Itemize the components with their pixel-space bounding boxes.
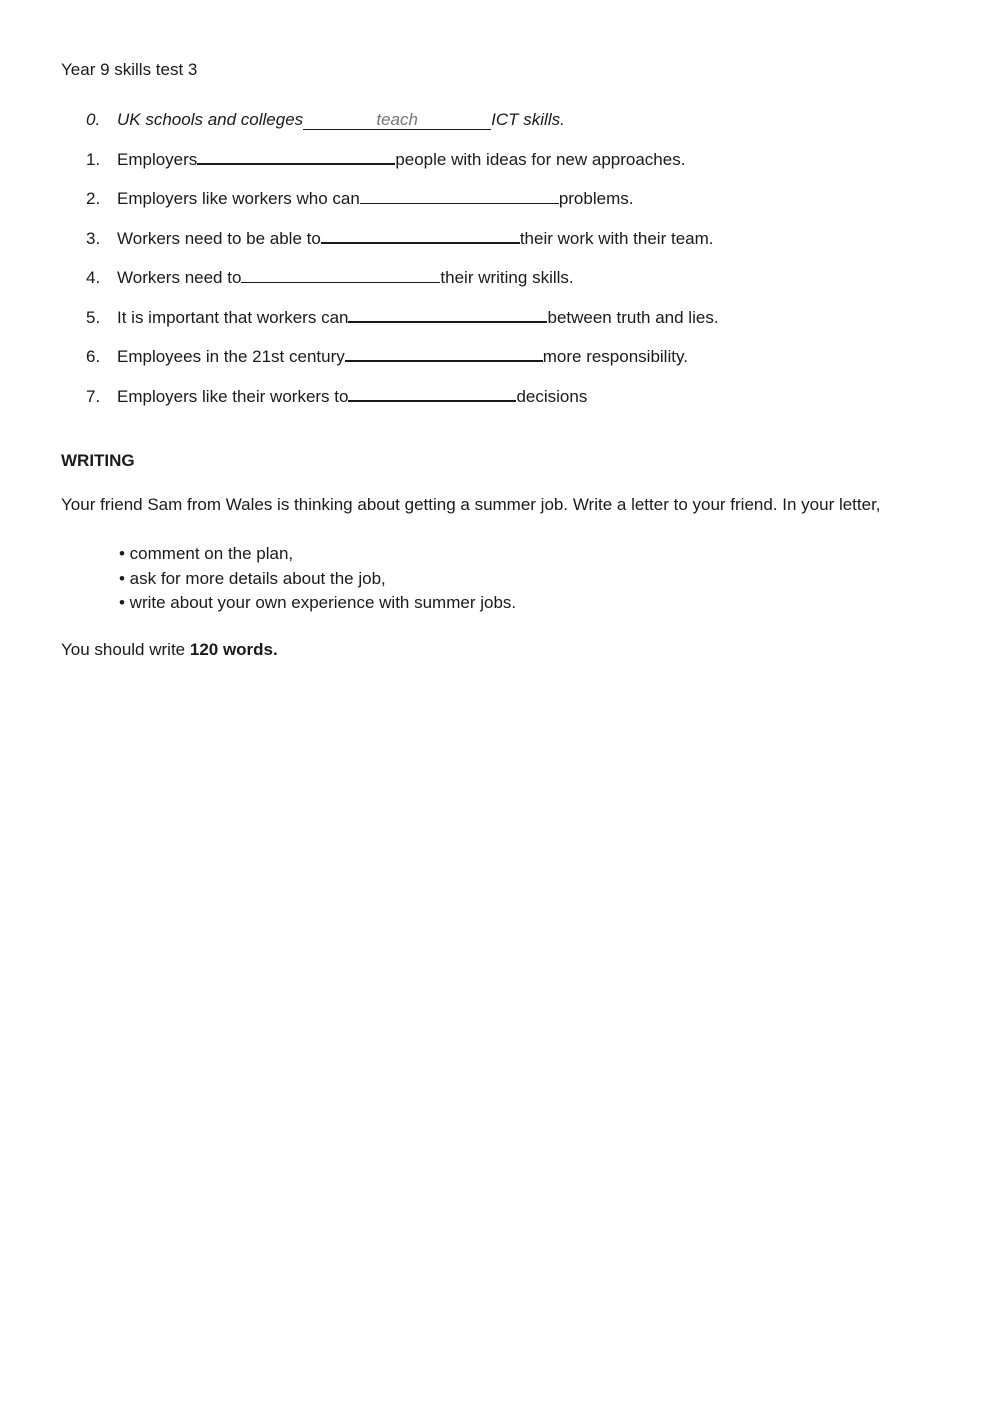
example-item [86,110,565,130]
item-number: 2. [86,189,101,208]
item-number: 3. [86,229,101,248]
item-number: 6. [86,347,101,366]
answer-blank[interactable] [348,320,547,323]
worksheet-title: Year 9 skills test 3 [61,60,198,79]
item-text-after: more responsibility. [542,347,688,366]
requirement-prefix: You should write [61,640,190,659]
answer-blank[interactable] [197,162,395,165]
answer-blank[interactable] [345,359,543,362]
question-item-6 [86,347,688,367]
item-text-before: Workers need to [117,268,242,287]
list-item: • ask for more details about the job, [119,568,386,588]
question-item-2 [86,189,633,209]
answer-blank[interactable] [241,281,440,283]
item-number: 4. [86,268,101,287]
answer-blank[interactable] [321,241,520,244]
item-text-before: Employers like their workers to [117,387,349,406]
item-text-after: ICT skills. [491,110,565,129]
item-text-before: Employers like workers who can [117,189,360,208]
writing-prompt: Your friend Sam from Wales is thinking about getting a summer job. Write a letter to your friend. In your letter, [61,495,881,514]
item-number: 1. [86,150,101,169]
item-text-before: It is important that workers can [117,308,349,327]
list-item: • write about your own experience with summer jobs. [119,593,517,612]
example-answer: teach [303,111,491,130]
item-text-after: their writing skills. [440,268,574,287]
item-text-before: Workers need to be able to [117,229,321,248]
answer-blank[interactable] [348,399,516,402]
writing-heading: WRITING [61,451,135,470]
question-item-3 [86,229,714,249]
item-text-after: people with ideas for new approaches. [395,150,686,169]
answer-blank[interactable] [360,202,559,204]
writing-bullet-list [119,542,516,616]
question-item-5 [86,308,719,328]
item-number: 7. [86,387,101,406]
question-item-7 [86,387,587,407]
requirement-word-count: 120 words. [189,640,278,659]
question-item-1 [86,150,685,170]
item-number: 0. [86,110,101,129]
item-text-after: decisions [516,387,588,406]
item-text-after: their work with their team. [519,229,714,248]
item-text-before: Employers [117,150,198,169]
item-text-before: UK schools and colleges [117,110,304,129]
list-item: • comment on the plan, [119,544,294,563]
item-text-after: problems. [558,189,634,208]
item-number: 5. [86,308,101,327]
item-text-before: Employees in the 21st century [117,347,345,366]
item-text-after: between truth and lies. [547,308,719,327]
word-count-requirement [61,640,278,660]
question-item-4 [86,268,574,288]
